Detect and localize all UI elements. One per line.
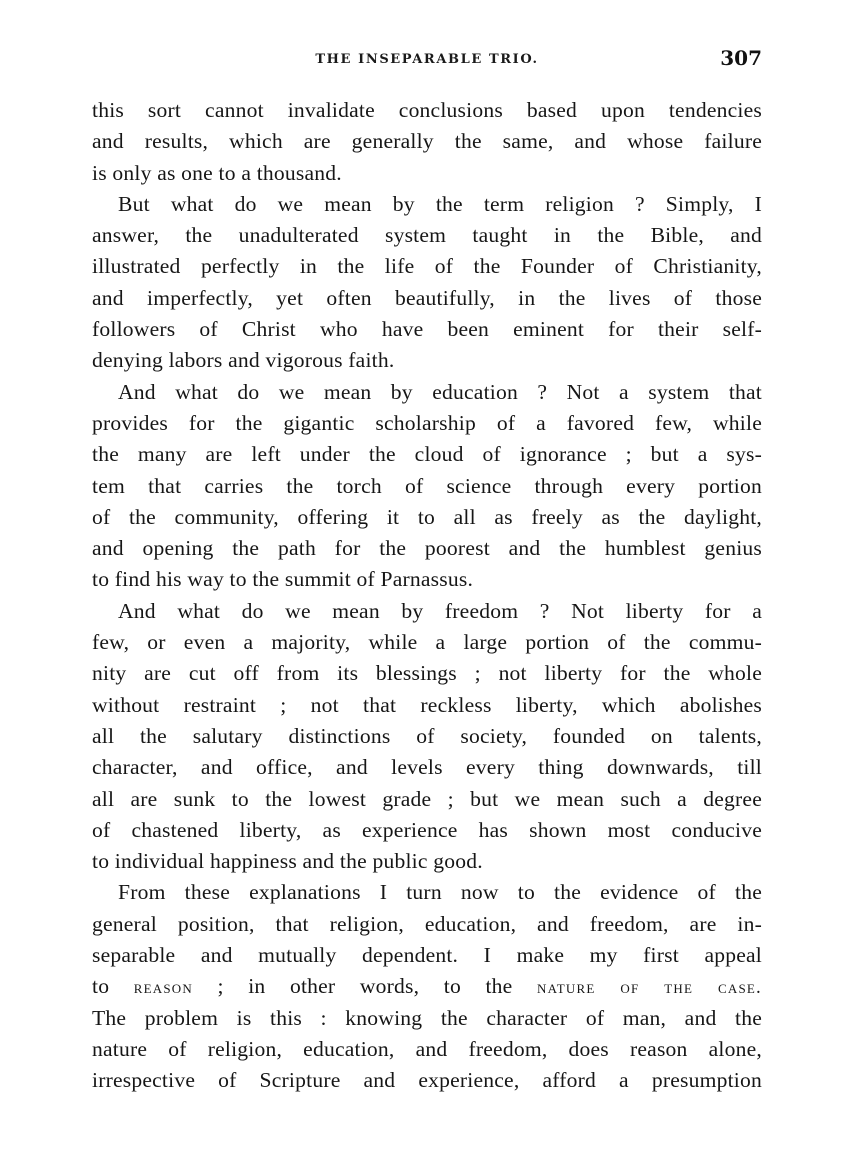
paragraph bbox=[92, 596, 762, 878]
text-line: few, or even a majority, while a large portion of the commu- bbox=[92, 630, 762, 655]
text-line: provides for the gigantic scholarship of a favored few, while bbox=[92, 410, 762, 435]
text-line: general position, that religion, education, and freedom, are in- bbox=[92, 911, 762, 936]
text-line: to find his way to the summit of Parnassus. bbox=[92, 567, 474, 592]
text-line: to individual happiness and the public good. bbox=[92, 849, 483, 874]
text-line: of the community, offering it to all as freely as the daylight, bbox=[92, 504, 762, 529]
text-line: of chastened liberty, as experience has shown most conducive bbox=[92, 817, 762, 842]
text-line: character, and office, and levels every thing downwards, till bbox=[92, 755, 762, 780]
text-line: From these explanations I turn now to the evidence of the bbox=[118, 880, 762, 905]
text-line: But what do we mean by the term religion ? Simply, I bbox=[118, 191, 762, 216]
page-number: 307 bbox=[720, 46, 762, 70]
small-caps-nature-of-the-case: nature of the case. bbox=[537, 977, 762, 999]
text-line: And what do we mean by education ? Not a system that bbox=[118, 379, 762, 404]
text-line: and results, which are generally the same, and whose failure bbox=[92, 129, 762, 154]
text-run: to bbox=[92, 974, 134, 999]
text-line: this sort cannot invalidate conclusions based upon tendencies bbox=[92, 98, 762, 122]
paragraph bbox=[92, 95, 762, 189]
text-line: is only as one to a thousand. bbox=[92, 160, 342, 185]
text-line: nity are cut off from its blessings ; not liberty for the whole bbox=[92, 661, 762, 686]
text-line: and opening the path for the poorest and the humblest genius bbox=[92, 536, 762, 561]
text-line: tem that carries the torch of science through every portion bbox=[92, 473, 762, 498]
body-text bbox=[92, 95, 762, 1097]
text-line: denying labors and vigorous faith. bbox=[92, 348, 395, 373]
text-line: irrespective of Scripture and experience, afford a presumption bbox=[92, 1068, 762, 1093]
text-line: The problem is this : knowing the character of man, and the bbox=[92, 1005, 762, 1030]
text-line: and imperfectly, yet often beautifully, in the lives of those bbox=[92, 285, 762, 310]
paragraph bbox=[92, 877, 762, 1096]
page-header bbox=[92, 46, 762, 76]
text-line: all are sunk to the lowest grade ; but we mean such a degree bbox=[92, 786, 762, 811]
text-line: the many are left under the cloud of ignorance ; but a sys- bbox=[92, 442, 762, 467]
text-line: illustrated perfectly in the life of the Founder of Christianity, bbox=[92, 254, 762, 279]
running-title: THE INSEPARABLE TRIO. bbox=[315, 52, 539, 67]
text-line: nature of religion, education, and freedom, does reason alone, bbox=[92, 1036, 762, 1061]
text-line: all the salutary distinctions of society, founded on talents, bbox=[92, 723, 762, 748]
text-line: without restraint ; not that reckless liberty, which abolishes bbox=[92, 692, 762, 717]
text-line: answer, the unadulterated system taught in the Bible, and bbox=[92, 223, 762, 248]
text-line: followers of Christ who have been eminent for their self- bbox=[92, 317, 762, 342]
text-line: And what do we mean by freedom ? Not liberty for a bbox=[118, 598, 762, 623]
small-caps-reason: reason bbox=[133, 977, 193, 999]
text-line: separable and mutually dependent. I make my first appeal bbox=[92, 943, 762, 968]
text-line-small-caps bbox=[92, 971, 762, 1002]
paragraph bbox=[92, 189, 762, 377]
text-run: ; in other words, to the bbox=[192, 974, 537, 999]
paragraph bbox=[92, 377, 762, 596]
